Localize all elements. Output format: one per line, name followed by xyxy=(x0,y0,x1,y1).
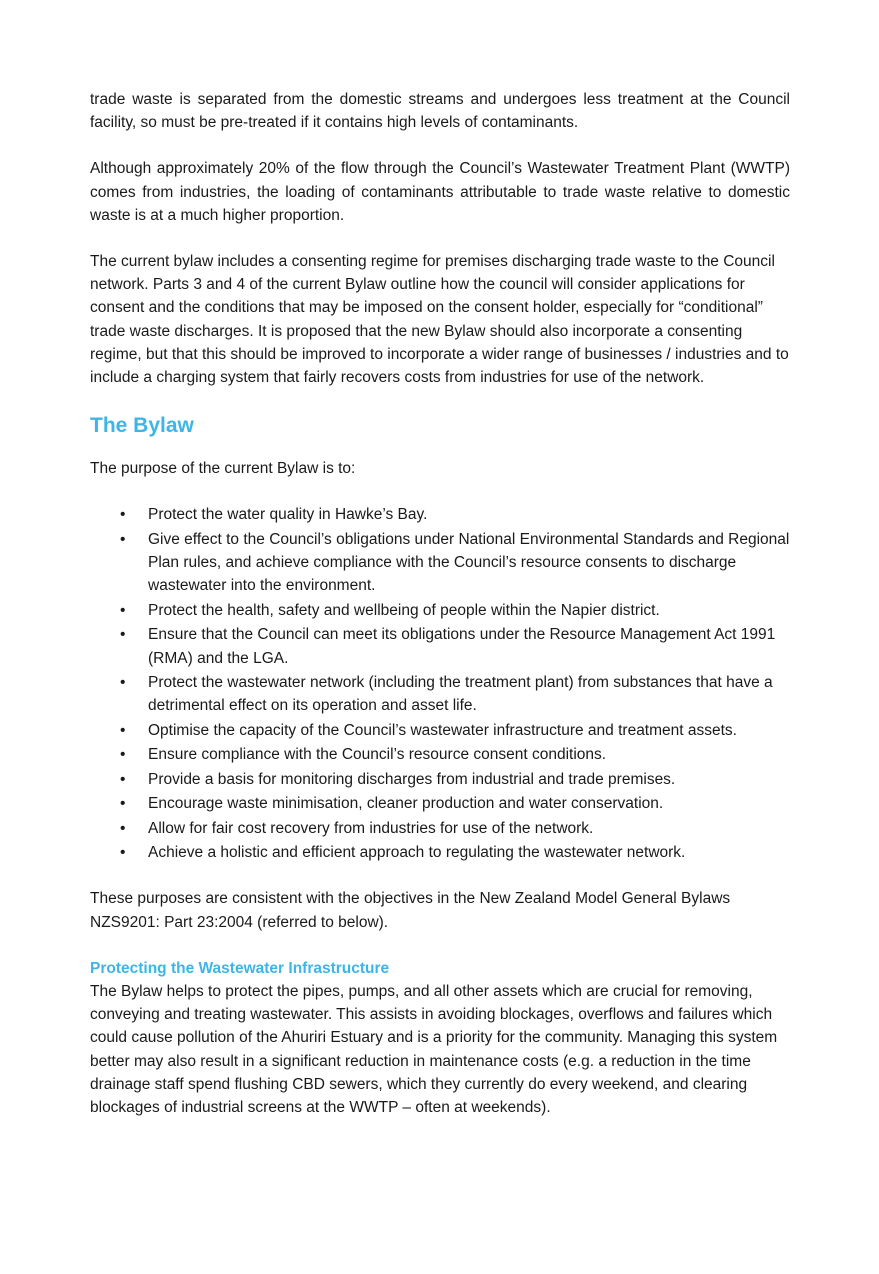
purpose-text: Protect the wastewater network (including the treatment plant) from substances that have a detrimental effect on its operation and asset life. xyxy=(148,674,773,715)
purpose-text: Encourage waste minimisation, cleaner production and water conservation. xyxy=(148,795,664,813)
bullet-icon: • xyxy=(120,530,126,548)
purpose-text: Optimise the capacity of the Council’s wastewater infrastructure and treatment assets. xyxy=(148,721,737,739)
list-item xyxy=(90,743,790,766)
purpose-text: Protect the water quality in Hawke’s Bay. xyxy=(148,506,428,524)
list-item xyxy=(90,671,790,717)
purpose-text: Achieve a holistic and efficient approach to regulating the wastewater network. xyxy=(148,844,686,862)
purpose-text: Ensure compliance with the Council’s resource consent conditions. xyxy=(148,746,607,764)
bullet-icon: • xyxy=(120,601,126,619)
bylaw-heading: The Bylaw xyxy=(90,414,194,438)
purpose-text: Protect the health, safety and wellbeing of people within the Napier district. xyxy=(148,601,660,619)
list-item xyxy=(90,768,790,791)
list-item xyxy=(90,841,790,864)
bullet-icon: • xyxy=(120,674,126,692)
infrastructure-body: The Bylaw helps to protect the pipes, pumps, and all other assets which are crucial for removing, conveying and treating wastewater. This assists in avoiding blockages, overflows and failures which could cause pollution of the Ahuriri Estuary and is a priority for the community. Managing this system better may also result in a significant reduction in maintenance costs (e.g. a reduction in the time drainage staff spend flushing CBD sewers, which they currently do every weekend, and clearing blockages of industrial screens at the WWTP – often at weekends). xyxy=(90,983,778,1117)
purpose-list xyxy=(90,503,790,864)
list-item xyxy=(90,623,790,669)
list-item xyxy=(90,528,790,598)
purpose-text: Ensure that the Council can meet its obligations under the Resource Management Act 1991 (RMA) and the LGA. xyxy=(148,626,776,667)
intro-paragraph-3: The current bylaw includes a consenting regime for premises discharging trade waste to the Council network. Parts 3 and 4 of the current Bylaw outline how the council will consider applications for consent and the conditions that may be imposed on the consent holder, especially for “conditional” trade waste discharges. It is proposed that the new Bylaw should also incorporate a consenting regime, but that this should be improved to incorporate a wider range of businesses / industries and to include a charging system that fairly recovers costs from industries for use of the network. xyxy=(90,253,789,387)
list-item xyxy=(90,599,790,622)
bullet-icon: • xyxy=(120,844,126,862)
list-item xyxy=(90,503,790,526)
list-item xyxy=(90,817,790,840)
document-page xyxy=(90,88,790,1142)
bullet-icon: • xyxy=(120,626,126,644)
bullet-icon: • xyxy=(120,746,126,764)
list-item xyxy=(90,719,790,742)
purpose-intro: The purpose of the current Bylaw is to: xyxy=(90,460,356,478)
intro-paragraph-2: Although approximately 20% of the flow through the Council’s Wastewater Treatment Plant (WWTP) comes from industries, the loading of contaminants attributable to trade waste relative to domestic waste is at a much higher proportion. xyxy=(90,160,790,224)
bullet-icon: • xyxy=(120,819,126,837)
bullet-icon: • xyxy=(120,770,126,788)
bullet-icon: • xyxy=(120,506,126,524)
bullet-icon: • xyxy=(120,795,126,813)
intro-paragraph-1: trade waste is separated from the domestic streams and undergoes less treatment at the Council facility, so must be pre-treated if it contains high levels of contaminants. xyxy=(90,91,790,132)
list-item xyxy=(90,792,790,815)
purpose-text: Give effect to the Council’s obligations under National Environmental Standards and Regional Plan rules, and achieve compliance with the Council’s resource consents to discharge wastewater into the environment. xyxy=(148,530,790,595)
bullet-icon: • xyxy=(120,721,126,739)
purpose-text: Provide a basis for monitoring discharges from industrial and trade premises. xyxy=(148,770,676,788)
infrastructure-heading: Protecting the Wastewater Infrastructure xyxy=(90,959,390,977)
consistency-note: These purposes are consistent with the objectives in the New Zealand Model General Bylaws NZS9201: Part 23:2004 (referred to below). xyxy=(90,890,731,931)
purpose-text: Allow for fair cost recovery from industries for use of the network. xyxy=(148,819,594,837)
